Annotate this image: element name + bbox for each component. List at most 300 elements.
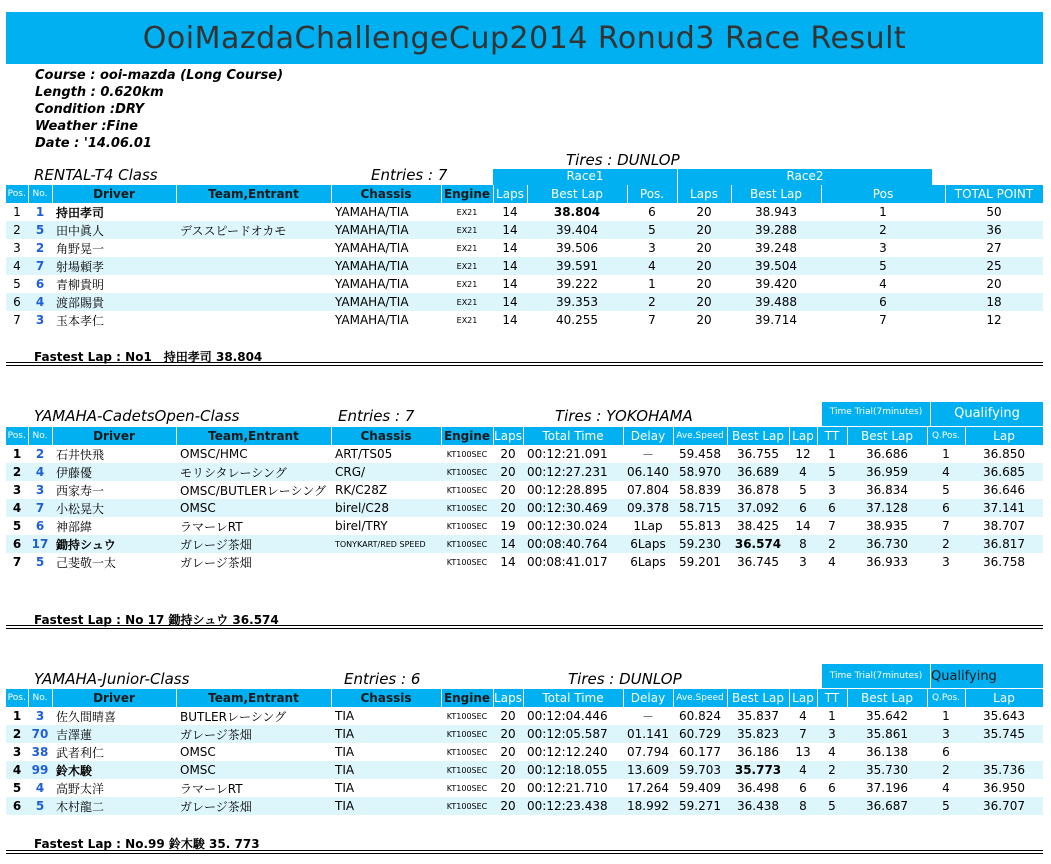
table-cell: Pos.: [6, 689, 28, 707]
results-table: [6, 689, 1044, 815]
table-cell: 3: [28, 707, 52, 725]
table-cell: Lap: [965, 689, 1043, 707]
table-cell: －: [623, 445, 673, 463]
table-cell: 6: [28, 275, 52, 293]
table-cell: 00:08:40.764: [523, 535, 623, 553]
table-row: [6, 311, 1043, 329]
table-cell: YAMAHA/TIA: [331, 293, 441, 311]
table-cell: 35.823: [727, 725, 789, 743]
table-cell: 58.970: [673, 463, 727, 481]
table-cell: 6: [821, 293, 945, 311]
table-cell: 3: [817, 481, 847, 499]
table-cell: 4: [28, 293, 52, 311]
table-cell: OMSC/HMC: [176, 445, 331, 463]
table-row: [6, 203, 1043, 221]
fastest-lap: Fastest Lap : No 17 鋤持シュウ 36.574: [34, 613, 279, 627]
class-name: YAMAHA-CadetsOpen-Class: [34, 407, 240, 425]
table-cell: KT100SEC: [441, 463, 493, 481]
table-cell: 5: [28, 553, 52, 571]
table-cell: 己斐敬一太: [52, 553, 176, 571]
table-cell: Engine: [441, 185, 493, 203]
table-cell: 60.729: [673, 725, 727, 743]
table-cell: 00:12:28.895: [523, 481, 623, 499]
table-cell: 35.745: [965, 725, 1043, 743]
table-cell: RK/C28Z: [331, 481, 441, 499]
table-cell: YAMAHA/TIA: [331, 239, 441, 257]
table-cell: YAMAHA/TIA: [331, 221, 441, 239]
table-cell: No.: [28, 185, 52, 203]
table-row: [6, 535, 1043, 553]
divider: [6, 625, 1043, 629]
table-row: [6, 499, 1043, 517]
table-cell: 37.128: [847, 499, 927, 517]
table-cell: TIA: [331, 743, 441, 761]
table-cell: 36.138: [847, 743, 927, 761]
table-cell: ガレージ茶畑: [176, 725, 331, 743]
table-cell: birel/TRY: [331, 517, 441, 535]
table-cell: 5: [6, 779, 28, 797]
table-cell: 4: [627, 257, 677, 275]
table-cell: 高野太洋: [52, 779, 176, 797]
table-cell: 1: [6, 445, 28, 463]
table-row: [6, 797, 1043, 815]
table-cell: 6: [6, 535, 28, 553]
table-cell: YAMAHA/TIA: [331, 275, 441, 293]
table-cell: 36.817: [965, 535, 1043, 553]
table-cell: 5: [927, 481, 965, 499]
table-row: [6, 779, 1043, 797]
table-cell: 14: [493, 535, 523, 553]
table-cell: 40.255: [527, 311, 627, 329]
table-row: [6, 481, 1043, 499]
table-cell: EX21: [441, 275, 493, 293]
table-cell: 59.703: [673, 761, 727, 779]
table-cell: 20: [493, 761, 523, 779]
table-cell: 00:12:21.091: [523, 445, 623, 463]
table-cell: 6: [28, 517, 52, 535]
table-cell: 38.707: [965, 517, 1043, 535]
table-cell: 00:12:30.024: [523, 517, 623, 535]
table-cell: 武者利仁: [52, 743, 176, 761]
entries-count: Entries : 6: [344, 670, 421, 688]
fastest-lap: Fastest Lap : No.99 鈴木駿 35. 773: [34, 837, 260, 851]
table-cell: 1: [817, 445, 847, 463]
table-cell: Laps: [494, 691, 522, 705]
table-row: [6, 275, 1043, 293]
table-cell: 36.438: [727, 797, 789, 815]
table-cell: 1: [927, 445, 965, 463]
table-cell: 玉本孝仁: [52, 311, 176, 329]
table-cell: KT100SEC: [441, 499, 493, 517]
tires-info: Tires : DUNLOP: [566, 151, 680, 169]
table-cell: 19: [493, 517, 523, 535]
table-cell: 1: [821, 203, 945, 221]
table-cell: 青柳貴明: [52, 275, 176, 293]
table-cell: Q.Pos.: [927, 689, 965, 707]
table-cell: 39.353: [527, 293, 627, 311]
table-cell: 持田孝司: [52, 203, 176, 221]
table-cell: 7: [927, 517, 965, 535]
table-row: [6, 743, 1043, 761]
table-cell: 4: [817, 553, 847, 571]
table-cell: 鋤持シュウ: [52, 535, 176, 553]
table-cell: 38: [28, 743, 52, 761]
table-cell: ART/TS05: [331, 445, 441, 463]
table-cell: 59.458: [673, 445, 727, 463]
table-cell: [176, 311, 331, 329]
table-cell: デススピードオカモ: [176, 221, 331, 239]
table-cell: 35.837: [727, 707, 789, 725]
table-cell: 20: [677, 257, 731, 275]
table-cell: 吉澤蓮: [52, 725, 176, 743]
table-cell: 07.794: [623, 743, 673, 761]
table-cell: 55.813: [673, 517, 727, 535]
table-row: [6, 517, 1043, 535]
table-cell: 2: [6, 221, 28, 239]
results-table: [6, 185, 1044, 329]
table-cell: 6: [627, 203, 677, 221]
table-cell: [176, 293, 331, 311]
table-cell: CRG/: [331, 463, 441, 481]
table-cell: 00:12:21.710: [523, 779, 623, 797]
table-cell: 3: [6, 481, 28, 499]
qualifying-header: Qualifying: [931, 402, 1043, 426]
table-cell: 00:12:23.438: [523, 797, 623, 815]
table-cell: 36.758: [965, 553, 1043, 571]
table-cell: 36.850: [965, 445, 1043, 463]
table-cell: 5: [789, 481, 817, 499]
table-cell: 1: [6, 203, 28, 221]
table-row: [6, 707, 1043, 725]
table-cell: [176, 275, 331, 293]
table-cell: KT100SEC: [441, 445, 493, 463]
table-cell: 17: [28, 535, 52, 553]
table-cell: 6: [927, 499, 965, 517]
table-cell: TONYKART/RED SPEED: [331, 535, 441, 553]
table-cell: 3: [821, 239, 945, 257]
table-cell: 7: [817, 517, 847, 535]
table-row: [6, 257, 1043, 275]
length-info: Length : 0.620km: [35, 85, 164, 100]
table-cell: 20: [677, 239, 731, 257]
qualifying-header: Qualifying: [931, 664, 1043, 688]
table-cell: 3: [627, 239, 677, 257]
table-cell: [965, 743, 1043, 761]
table-cell: 5: [817, 463, 847, 481]
table-cell: モリシタレーシング: [176, 463, 331, 481]
table-cell: 1: [817, 707, 847, 725]
class-name: YAMAHA-Junior-Class: [34, 670, 190, 688]
table-cell: 58.715: [673, 499, 727, 517]
table-cell: 00:12:04.446: [523, 707, 623, 725]
table-cell: 20: [677, 275, 731, 293]
table-cell: 39.404: [527, 221, 627, 239]
entries-count: Entries : 7: [371, 166, 448, 184]
table-cell: OMSC: [176, 499, 331, 517]
table-cell: 36: [945, 221, 1043, 239]
table-cell: 6: [789, 779, 817, 797]
table-cell: 39.488: [731, 293, 821, 311]
table-cell: Pos: [821, 185, 945, 203]
table-row: [6, 463, 1043, 481]
table-cell: 小松晃大: [52, 499, 176, 517]
table-cell: 7: [789, 725, 817, 743]
table-cell: 6: [6, 797, 28, 815]
table-cell: birel/C28: [331, 499, 441, 517]
table-cell: 3: [6, 743, 28, 761]
table-cell: 18.992: [623, 797, 673, 815]
table-cell: [176, 239, 331, 257]
table-cell: Chassis: [331, 185, 441, 203]
table-cell: KT100SEC: [441, 553, 493, 571]
table-cell: 5: [821, 257, 945, 275]
table-cell: 7: [821, 311, 945, 329]
table-cell: 36.707: [965, 797, 1043, 815]
table-cell: [331, 553, 441, 571]
table-cell: 59.230: [673, 535, 727, 553]
table-cell: TT: [817, 689, 847, 707]
table-cell: 神部緯: [52, 517, 176, 535]
table-cell: 36.834: [847, 481, 927, 499]
table-cell: 3: [28, 311, 52, 329]
table-cell: 6: [6, 293, 28, 311]
table-cell: 01.141: [623, 725, 673, 743]
table-cell: 2: [927, 761, 965, 779]
table-cell: 石井快飛: [52, 445, 176, 463]
table-cell: 2: [6, 725, 28, 743]
table-header-row: [6, 427, 1043, 445]
table-cell: TIA: [331, 761, 441, 779]
table-cell: 6: [817, 499, 847, 517]
table-cell: 2: [28, 445, 52, 463]
table-cell: 4: [789, 761, 817, 779]
table-cell: 田中眞人: [52, 221, 176, 239]
table-cell: 39.506: [527, 239, 627, 257]
table-cell: 4: [927, 463, 965, 481]
divider: [6, 362, 1043, 366]
table-cell: 20: [493, 779, 523, 797]
table-row: [6, 221, 1043, 239]
table-cell: 35.730: [847, 761, 927, 779]
table-cell: 36.685: [965, 463, 1043, 481]
table-cell: Best Lap: [847, 427, 927, 445]
table-cell: Q.Pos.: [927, 427, 965, 445]
table-cell: 5: [28, 797, 52, 815]
table-cell: 00:12:30.469: [523, 499, 623, 517]
table-cell: 20: [493, 707, 523, 725]
table-cell: TIA: [331, 797, 441, 815]
table-cell: 39.591: [527, 257, 627, 275]
table-cell: 4: [789, 707, 817, 725]
table-cell: 4: [789, 463, 817, 481]
table-cell: 36.498: [727, 779, 789, 797]
table-cell: 60.824: [673, 707, 727, 725]
table-cell: 14: [493, 293, 527, 311]
table-cell: 14: [493, 239, 527, 257]
table-row: [6, 445, 1043, 463]
table-cell: KT100SEC: [441, 517, 493, 535]
table-cell: 36.574: [727, 535, 789, 553]
table-cell: 2: [817, 761, 847, 779]
table-cell: KT100SEC: [441, 535, 493, 553]
table-cell: 12: [945, 311, 1043, 329]
table-cell: 00:12:12.240: [523, 743, 623, 761]
table-cell: Delay: [623, 689, 673, 707]
table-cell: 2: [28, 239, 52, 257]
table-cell: No.: [28, 427, 52, 445]
table-cell: Engine: [441, 427, 493, 445]
table-cell: 20: [493, 725, 523, 743]
table-cell: 1Lap: [623, 517, 673, 535]
table-cell: 4: [28, 779, 52, 797]
table-cell: Lap: [789, 427, 817, 445]
table-cell: 1: [6, 707, 28, 725]
table-cell: 20: [677, 221, 731, 239]
table-cell: Driver: [52, 185, 176, 203]
table-cell: 5: [627, 221, 677, 239]
table-cell: Pos.: [6, 427, 28, 445]
table-cell: 7: [627, 311, 677, 329]
table-cell: Engine: [441, 689, 493, 707]
table-cell: 4: [927, 779, 965, 797]
table-cell: 14: [493, 257, 527, 275]
fastest-lap: Fastest Lap : No1 持田孝司 38.804: [34, 350, 263, 364]
table-cell: Ave.Speed: [673, 689, 727, 707]
table-cell: 5: [817, 797, 847, 815]
table-cell: 36.646: [965, 481, 1043, 499]
table-cell: 25: [945, 257, 1043, 275]
tires-info: Tires : YOKOHAMA: [555, 407, 693, 425]
table-cell: 20: [493, 743, 523, 761]
table-cell: Chassis: [331, 427, 441, 445]
table-cell: 4: [6, 499, 28, 517]
table-cell: 7: [6, 311, 28, 329]
page-title: OoiMazdaChallengeCup2014 Ronud3 Race Result: [6, 12, 1043, 64]
table-cell: 2: [927, 535, 965, 553]
table-cell: 36.745: [727, 553, 789, 571]
table-cell: [176, 257, 331, 275]
table-cell: 99: [28, 761, 52, 779]
condition-info: Condition :DRY: [35, 102, 145, 117]
table-cell: ガレージ茶畑: [176, 797, 331, 815]
table-cell: 4: [821, 275, 945, 293]
table-cell: 09.378: [623, 499, 673, 517]
table-cell: Best Lap: [727, 689, 789, 707]
table-cell: TIA: [331, 779, 441, 797]
table-cell: Best Lap: [527, 185, 627, 203]
table-cell: No.: [28, 689, 52, 707]
table-row: [6, 293, 1043, 311]
table-cell: Chassis: [331, 689, 441, 707]
table-row: [6, 725, 1043, 743]
table-cell: Lap: [789, 689, 817, 707]
table-cell: Laps: [493, 185, 527, 203]
table-cell: 38.804: [527, 203, 627, 221]
table-cell: 5: [6, 275, 28, 293]
divider: [6, 850, 1043, 854]
table-header-row: [6, 689, 1043, 707]
table-cell: 射場頼孝: [52, 257, 176, 275]
table-cell: 59.201: [673, 553, 727, 571]
table-cell: 39.714: [731, 311, 821, 329]
table-cell: EX21: [441, 203, 493, 221]
results-table: [6, 427, 1044, 571]
table-cell: 36.878: [727, 481, 789, 499]
table-row: [6, 553, 1043, 571]
table-cell: 2: [817, 535, 847, 553]
table-cell: 6Laps: [623, 535, 673, 553]
table-row: [6, 239, 1043, 257]
table-cell: TIA: [331, 725, 441, 743]
table-cell: 8: [789, 797, 817, 815]
table-cell: 38.943: [731, 203, 821, 221]
table-cell: Laps: [677, 185, 731, 203]
table-cell: 14: [493, 275, 527, 293]
table-cell: ラマーレRT: [176, 779, 331, 797]
table-cell: 35.736: [965, 761, 1043, 779]
table-cell: 2: [821, 221, 945, 239]
table-cell: Team,Entrant: [176, 185, 331, 203]
table-cell: 3: [789, 553, 817, 571]
table-cell: 6Laps: [623, 553, 673, 571]
table-cell: 37.196: [847, 779, 927, 797]
table-cell: 20: [945, 275, 1043, 293]
table-cell: 8: [789, 535, 817, 553]
time-trial-header: Time Trial(7minutes): [822, 402, 931, 426]
table-cell: 3: [927, 553, 965, 571]
table-cell: ラマーレRT: [176, 517, 331, 535]
table-cell: 58.839: [673, 481, 727, 499]
table-cell: 36.730: [847, 535, 927, 553]
table-cell: 14: [493, 553, 523, 571]
table-cell: Total Time: [523, 689, 623, 707]
table-cell: 3: [927, 725, 965, 743]
table-cell: 00:08:41.017: [523, 553, 623, 571]
table-cell: 36.186: [727, 743, 789, 761]
table-cell: 20: [493, 445, 523, 463]
table-row: [6, 761, 1043, 779]
table-cell: 5: [28, 221, 52, 239]
table-cell: 37.141: [965, 499, 1043, 517]
table-cell: Total Time: [523, 427, 623, 445]
table-cell: OMSC/BUTLERレーシング: [176, 481, 331, 499]
table-cell: 4: [6, 761, 28, 779]
table-cell: 59.271: [673, 797, 727, 815]
table-cell: 3: [28, 481, 52, 499]
table-cell: Laps: [494, 429, 522, 443]
table-cell: 佐久間晴喜: [52, 707, 176, 725]
table-cell: 20: [493, 797, 523, 815]
table-cell: 5: [6, 517, 28, 535]
table-cell: 36.950: [965, 779, 1043, 797]
table-cell: 07.804: [623, 481, 673, 499]
table-cell: 7: [6, 553, 28, 571]
table-cell: KT100SEC: [441, 725, 493, 743]
table-cell: Team,Entrant: [176, 427, 331, 445]
tires-info: Tires : DUNLOP: [568, 670, 682, 688]
table-cell: 木村龍二: [52, 797, 176, 815]
table-cell: 00:12:05.587: [523, 725, 623, 743]
table-cell: 4: [28, 463, 52, 481]
table-cell: EX21: [441, 257, 493, 275]
table-cell: ガレージ茶畑: [176, 553, 331, 571]
table-cell: Best Lap: [731, 185, 821, 203]
table-cell: 伊藤優: [52, 463, 176, 481]
table-cell: 12: [789, 445, 817, 463]
table-cell: 渡部賜貴: [52, 293, 176, 311]
table-cell: Best Lap: [847, 689, 927, 707]
entries-count: Entries : 7: [338, 407, 415, 425]
